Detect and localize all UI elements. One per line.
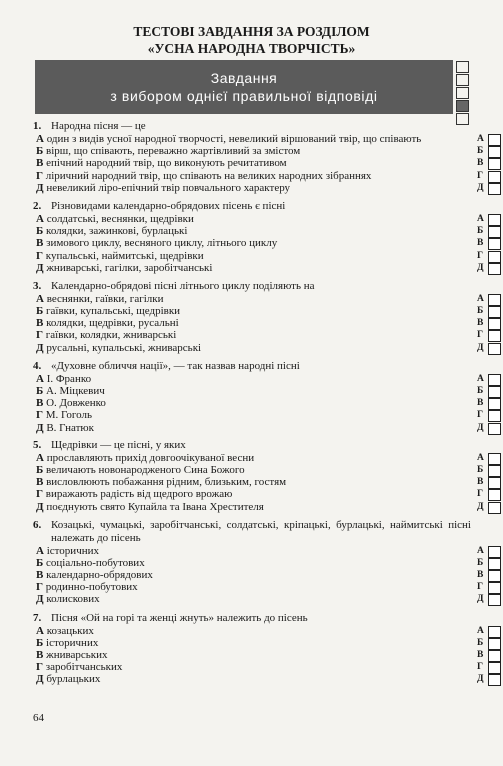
answer-checkbox[interactable] <box>488 674 501 686</box>
option-letter: Д <box>36 341 44 354</box>
option-letter: Б <box>36 385 44 397</box>
answer-box-letter: Г <box>477 582 484 593</box>
answer-checkbox[interactable] <box>488 294 501 306</box>
answer-box-letter: Д <box>477 262 484 273</box>
option-letter: Г <box>36 488 43 501</box>
answer-checkbox[interactable] <box>488 650 501 662</box>
answer-option <box>36 581 484 594</box>
option-text: зимового циклу, весняного циклу, літнього циклу <box>46 237 278 250</box>
answer-box-letter: А <box>477 545 484 556</box>
option-letter: Б <box>36 636 44 649</box>
option-text: один з видів усної народної творчості, невеликий віршований твір, що співають <box>46 133 422 145</box>
option-letter: А <box>36 212 44 225</box>
option-letter: А <box>36 133 44 145</box>
question-4 <box>0 360 503 434</box>
answer-option <box>36 292 484 305</box>
answer-option <box>36 624 484 637</box>
page-title-line-2: «УСНА НАРОДНА ТВОРЧІСТЬ» <box>147 41 356 56</box>
option-text: родинно-побутових <box>45 581 138 594</box>
option-letter: Б <box>36 556 44 569</box>
question-5 <box>0 439 503 513</box>
answer-box-letter: А <box>477 625 484 636</box>
option-text: жниварські, гагілки, заробітчанські <box>46 261 213 274</box>
answer-option <box>36 476 484 489</box>
option-text: бурлацьких <box>46 673 101 686</box>
answer-option <box>36 133 484 145</box>
answer-checkbox[interactable] <box>488 158 501 170</box>
option-text: вірш, що співають, переважно жартівливий за змістом <box>46 145 301 158</box>
answer-option <box>36 636 484 649</box>
option-text: величають новонародженого Сина Божого <box>46 463 245 476</box>
banner-box-filled <box>456 100 469 112</box>
question-list <box>0 120 503 686</box>
answer-option <box>36 488 484 501</box>
option-text: купальські, наймитські, щедрівки <box>45 249 204 262</box>
answer-option <box>36 463 484 476</box>
answer-option <box>36 385 484 397</box>
option-text: І. Франко <box>46 372 92 385</box>
option-text: невеликий ліро-епічний твір повчального характеру <box>46 181 291 194</box>
banner-subtitle: з вибором однієї правильної відповіді <box>110 88 378 104</box>
question-number: 4. <box>33 359 42 372</box>
answer-box-letter: В <box>477 477 484 488</box>
option-letter: Б <box>36 145 44 158</box>
option-text: висловлюють побажання рідним, близьким, гостям <box>46 476 287 489</box>
answer-checkbox[interactable] <box>488 318 501 330</box>
answer-checkbox[interactable] <box>488 502 501 514</box>
answer-option <box>36 341 484 354</box>
answer-box-letter: Г <box>477 662 484 673</box>
answer-checkbox[interactable] <box>488 662 501 674</box>
option-letter: В <box>36 476 44 489</box>
answer-box-letter: В <box>477 398 484 409</box>
option-text: заробітчанських <box>45 661 123 674</box>
option-text: О. Довженко <box>46 397 106 410</box>
option-letter: Д <box>36 421 44 434</box>
question-text: Календарно-обрядові пісні літнього циклу поділяють на <box>51 279 315 292</box>
option-text: поєднують свято Купайла та Івана Хрестителя <box>46 500 264 513</box>
answer-checkbox[interactable] <box>488 343 501 355</box>
answer-checkbox[interactable] <box>488 410 501 422</box>
option-text: епічний народний твір, що виконують речитативом <box>46 157 287 170</box>
answer-box-letter: А <box>477 373 484 384</box>
answer-checkbox[interactable] <box>488 330 501 342</box>
option-letter: В <box>36 237 44 250</box>
answer-box-letter: Г <box>477 330 484 341</box>
answer-option <box>36 237 484 250</box>
answer-checkbox[interactable] <box>488 386 501 398</box>
answer-option <box>36 397 484 410</box>
answer-box-letter: Б <box>477 557 484 568</box>
section-banner <box>35 60 453 114</box>
question-text: Щедрівки — це пісні, у яких <box>51 438 186 451</box>
banner-box <box>456 61 469 73</box>
answer-option <box>36 569 484 582</box>
answer-box-letter: В <box>477 238 484 249</box>
answer-checkbox[interactable] <box>488 306 501 318</box>
answer-option <box>36 451 484 464</box>
option-text: виражають радість від щедрого врожаю <box>45 488 233 501</box>
answer-box-letter: Д <box>477 594 484 605</box>
answer-checkbox[interactable] <box>488 251 501 263</box>
answer-option <box>36 409 484 422</box>
answer-box-letter: Б <box>477 464 484 475</box>
option-letter: Г <box>36 409 43 422</box>
answer-box-letter: В <box>477 318 484 329</box>
option-text: колискових <box>46 593 100 606</box>
option-text: календарно-обрядових <box>46 569 153 582</box>
option-text: колядки, щедрівки, русальні <box>46 317 179 330</box>
page-title-line-1: ТЕСТОВІ ЗАВДАННЯ ЗА РОЗДІЛОМ <box>133 24 370 39</box>
question-6 <box>0 519 503 606</box>
answer-box-letter: В <box>477 570 484 581</box>
option-text: ліричний народний твір, що співають на великих народних зібраннях <box>45 169 372 182</box>
answer-option <box>36 249 484 262</box>
answer-option <box>36 544 484 557</box>
answer-option <box>36 329 484 342</box>
answer-box-letter: А <box>477 452 484 463</box>
answer-box-letter: Д <box>477 182 484 193</box>
answer-option <box>36 673 484 686</box>
answer-box-letter: Г <box>477 170 484 181</box>
option-letter: В <box>36 569 44 582</box>
question-text: Козацькі, чумацькі, заробітчанські, солдатські, кріпацькі, бурлацькі, наймитські пісні належать до пісень <box>51 518 471 544</box>
question-2 <box>0 200 503 274</box>
answer-checkbox[interactable] <box>488 238 501 250</box>
option-text: історичних <box>46 544 99 557</box>
page-number: 64 <box>33 712 44 724</box>
answer-box-letter: Г <box>477 250 484 261</box>
question-3 <box>0 280 503 354</box>
option-letter: А <box>36 372 44 385</box>
option-letter: А <box>36 292 44 305</box>
option-text: історичних <box>46 636 99 649</box>
answer-option <box>36 157 484 170</box>
answer-option <box>36 661 484 674</box>
answer-box-letter: А <box>477 213 484 224</box>
option-text: солдатські, веснянки, щедрівки <box>46 212 194 225</box>
option-letter: Г <box>36 329 43 342</box>
answer-box-letter: Д <box>477 674 484 685</box>
option-text: М. Гоголь <box>45 409 93 422</box>
answer-box-letter: Г <box>477 489 484 500</box>
question-1 <box>0 120 503 194</box>
answer-checkbox[interactable] <box>488 626 501 638</box>
answer-checkbox[interactable] <box>488 214 501 226</box>
option-letter: Г <box>36 169 43 182</box>
answer-checkbox[interactable] <box>488 582 501 594</box>
answer-box-letter: В <box>477 650 484 660</box>
answer-checkbox[interactable] <box>488 374 501 386</box>
banner-box <box>456 87 469 99</box>
answer-box-letter: А <box>477 134 484 144</box>
question-text: «Духовне обличчя нації», — так назвав народні пісні <box>51 359 300 372</box>
answer-option <box>36 305 484 318</box>
answer-option <box>36 372 484 385</box>
option-letter: Г <box>36 249 43 262</box>
answer-checkbox[interactable] <box>488 398 501 410</box>
question-number: 5. <box>33 438 42 451</box>
answer-option <box>36 649 484 661</box>
question-number: 1. <box>33 120 42 132</box>
option-letter: Б <box>36 225 44 238</box>
answer-checkbox[interactable] <box>488 226 501 238</box>
option-text: колядки, зажинкові, бурлацькі <box>46 225 188 238</box>
answer-box-letter: Д <box>477 342 484 353</box>
question-number: 3. <box>33 279 42 292</box>
option-letter: Б <box>36 305 44 318</box>
answer-checkbox[interactable] <box>488 263 501 275</box>
answer-checkbox[interactable] <box>488 638 501 650</box>
option-text: русальні, купальські, жниварські <box>46 341 202 354</box>
banner-title: Завдання <box>210 70 278 86</box>
answer-box-letter: Б <box>477 306 484 317</box>
answer-option <box>36 556 484 569</box>
answer-checkbox[interactable] <box>488 465 501 477</box>
answer-box-letter: Д <box>477 501 484 512</box>
answer-option <box>36 421 484 434</box>
option-letter: Д <box>36 593 44 606</box>
option-letter: Д <box>36 181 44 194</box>
option-text: прославляють прихід довгоочікуваної весни <box>46 451 255 464</box>
answer-checkbox[interactable] <box>488 546 501 558</box>
banner-box <box>456 74 469 86</box>
option-text: козацьких <box>46 624 94 637</box>
answer-option <box>36 181 484 194</box>
answer-option <box>36 145 484 158</box>
answer-checkbox[interactable] <box>488 134 501 146</box>
answer-box-letter: Б <box>477 226 484 237</box>
option-text: гаївки, купальські, щедрівки <box>46 305 181 318</box>
option-letter: А <box>36 451 44 464</box>
option-letter: А <box>36 544 44 557</box>
answer-checkbox[interactable] <box>488 489 501 501</box>
answer-checkbox[interactable] <box>488 453 501 465</box>
option-text: А. Міцкевич <box>46 385 105 397</box>
answer-checkbox[interactable] <box>488 146 501 158</box>
answer-option <box>36 593 484 606</box>
question-number: 6. <box>33 518 42 531</box>
answer-option <box>36 212 484 225</box>
answer-option <box>36 500 484 513</box>
option-letter: Г <box>36 661 43 674</box>
answer-box-letter: Г <box>477 410 484 421</box>
option-letter: В <box>36 317 44 330</box>
answer-option <box>36 169 484 182</box>
answer-checkbox[interactable] <box>488 570 501 582</box>
answer-box-letter: Б <box>477 146 484 157</box>
answer-checkbox[interactable] <box>488 594 501 606</box>
question-text: Різновидами календарно-обрядових пісень є пісні <box>51 199 286 212</box>
option-text: В. Гнатюк <box>46 421 94 434</box>
option-text: гаївки, колядки, жниварські <box>45 329 177 342</box>
answer-box-letter: Б <box>477 386 484 396</box>
option-letter: В <box>36 157 44 170</box>
answer-box-letter: Д <box>477 422 484 433</box>
answer-checkbox[interactable] <box>488 423 501 435</box>
option-letter: А <box>36 624 44 637</box>
question-number: 7. <box>33 611 42 624</box>
answer-box-letter: В <box>477 158 484 169</box>
option-text: жниварських <box>46 649 108 661</box>
question-7 <box>0 612 503 686</box>
answer-option <box>36 317 484 330</box>
question-text: Пісня «Ой на горі та женці жнуть» належить до пісень <box>51 611 308 624</box>
question-number: 2. <box>33 199 42 212</box>
option-text: соціально-побутових <box>46 556 145 569</box>
question-text: Народна пісня — це <box>51 120 146 132</box>
answer-option <box>36 225 484 238</box>
answer-checkbox[interactable] <box>488 477 501 489</box>
option-letter: В <box>36 397 44 410</box>
banner-answer-boxes <box>456 61 470 126</box>
option-text: веснянки, гаївки, гагілки <box>46 292 164 305</box>
option-letter: В <box>36 649 44 661</box>
option-letter: Б <box>36 463 44 476</box>
answer-checkbox[interactable] <box>488 171 501 183</box>
answer-checkbox[interactable] <box>488 558 501 570</box>
answer-checkbox[interactable] <box>488 183 501 195</box>
answer-box-letter: Б <box>477 637 484 648</box>
option-letter: Г <box>36 581 43 594</box>
answer-option <box>36 261 484 274</box>
option-letter: Д <box>36 673 44 686</box>
option-letter: Д <box>36 500 44 513</box>
answer-box-letter: А <box>477 293 484 304</box>
option-letter: Д <box>36 261 44 274</box>
